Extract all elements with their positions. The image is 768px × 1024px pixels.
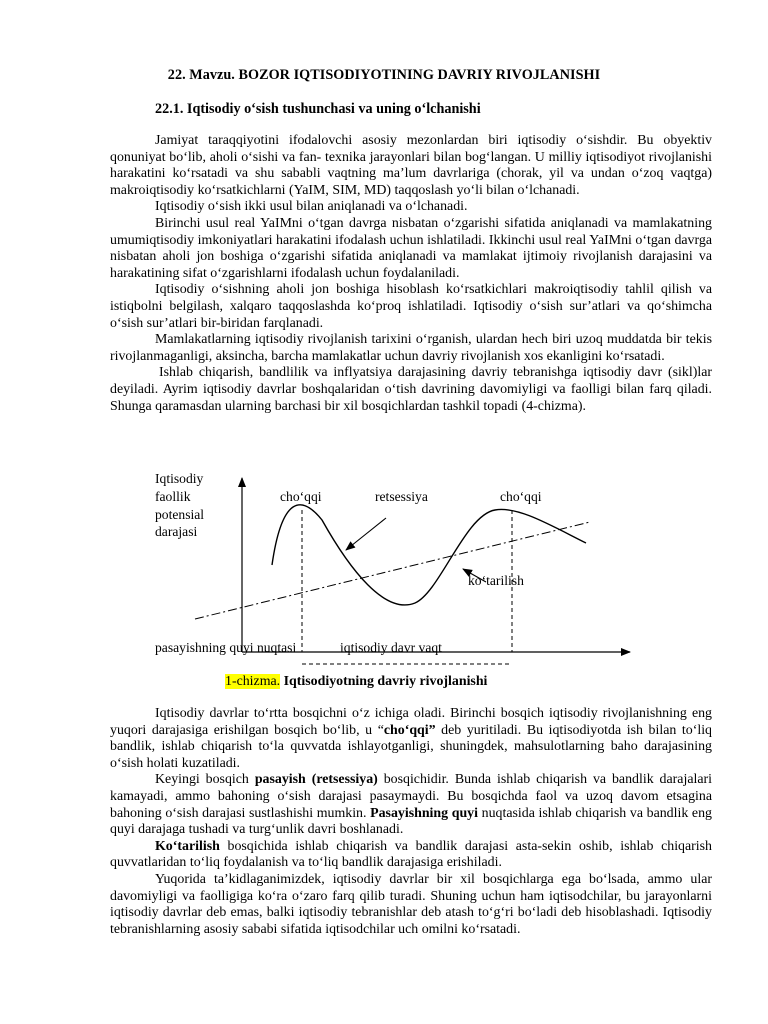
caption-text: Iqtisodiyotning davriy rivojlanishi xyxy=(283,674,488,689)
rise-label: ko‘tarilish xyxy=(468,573,524,588)
text-run: Iqtisodiy davrlar to‘rtta bosqichni o‘z ichiga oladi. Birinchi bosqich iqtisodiy rivojlanishning eng yuqori darajasiga erishilgan bosqich bo‘lib, u “ xyxy=(110,706,712,738)
cycle-curve xyxy=(272,505,586,605)
paragraph: Iqtisodiy o‘sishning aholi jon boshiga hisoblash ko‘rsatkichlari makroiqtisodiy tahlil qilish va istiqbolni belgilash, xalqaro taqqoslashda ko‘proq ishlatiladi. Iqtisodiy o‘sish sur’atlari va qo‘shimcha o‘sish sur’atlari bir-biridan farqlanadi. xyxy=(110,282,712,331)
y-label-line: darajasi xyxy=(155,524,198,539)
body-text-bottom xyxy=(110,706,712,938)
recession-arrow xyxy=(346,518,386,550)
paragraph: Iqtisodiy o‘sish ikki usul bilan aniqlanadi va o‘lchanadi. xyxy=(155,199,468,215)
bold-term: cho‘qqi” xyxy=(383,722,436,738)
text-run: Keyingi bosqich xyxy=(155,772,255,788)
text-run: Yuqorida ta’kidlaganimizdek, iqtisodiy davrlar bir xil bosqichlarga ega bo‘lsada, ammo ular davomiyligi va faolligiga ko‘ra o‘zaro farq qilib turadi. Shuning uchun ham iqtisodchilar, bu jarayonlarni iqtisodiy davrlar deb emas, balki iqtisodiy tebranishlar deb atash to‘g‘ri bo‘ladi deb hisoblashadi. Iqtisodiy tebranishlarning asosiy sababi sifatida iqtisodchilar uch omilni ko‘rsatadi. xyxy=(110,871,712,937)
bold-term: Pasayishning quyi xyxy=(370,805,478,821)
paragraph xyxy=(110,872,712,938)
text-run: bosqichidir. Bunda ishlab chiqarish va bandlik darajalari kamayadi, ammo bahoning o‘sish darajasi pasaymaydi. Bu bosqichda faol va uzoq davom etsagina bahoning o‘sish darajasi sustlashishi mumkin. xyxy=(110,772,712,821)
paragraph xyxy=(110,772,712,838)
paragraph xyxy=(110,839,712,872)
recession-label: retsessiya xyxy=(375,489,428,504)
body-text-top xyxy=(110,133,712,415)
paragraph: Jamiyat taraqqiyotini ifodalovchi asosiy mezonlardan biri iqtisodiy o‘sishdir. Bu obyektiv qonuniyat bo‘lib, aholi o‘sishi va fan- texnika jarayonlari bilan bog‘langan. U milliy iqtisodiyot rivojlanishi harakatini ko‘rsatadi va shu sababli vaqtning ma’lum davrlariga (chorak, yil va undan o‘zoq vaqtga) makroiqtisodiy ko‘rsatkichlarni (YaIM, SIM, MD) taqqoslash yo‘li bilan o‘lchanadi. xyxy=(110,133,712,198)
text-run: deb yuritiladi. Bu iqtisodiyotda ish bilan to‘liq bandlik, ishlab chiqarish to‘la quvvatda ishlayotganligi, shuningdek, mahsulotlarning baho darajasining o‘sish holati kuzatiladi. xyxy=(110,722,713,771)
bold-term: pasayish (retsessiya) xyxy=(254,772,378,788)
economic-cycle-diagram xyxy=(150,470,640,670)
peak-left-label: cho‘qqi xyxy=(280,489,322,504)
text-run: nuqtasida ishlab chiqarish va bandlik eng quyi darajaga tushadi va turg‘unlik davri boshlanadi. xyxy=(110,805,712,838)
section-subtitle: 22.1. Iqtisodiy o‘sish tushunchasi va uning o‘lchanishi xyxy=(155,101,481,117)
y-label-line: faollik xyxy=(155,489,191,504)
y-label-line: Iqtisodiy xyxy=(155,471,204,486)
paragraph: Birinchi usul real YaIMni o‘tgan davrga nisbatan o‘zgarishi sifatida aniqlanadi va mamlakatning umumiqtisodiy imkoniyatlari harakatini ifodalash uchun ishlatiladi. Ikkinchi usul real YaIMni o‘tgan davrga nisbatan aholi jon boshiga o‘zgarishi sifatida aniqlanadi va mamlakat ijtimoiy rivojlanish darajasini va harakatining sifat o‘zgarishlarni ifodalash uchun foydalaniladi. xyxy=(110,215,712,281)
figure-caption xyxy=(225,674,487,690)
text-run: bosqichida ishlab chiqarish va bandlik darajasi asta-sekin oshib, ishlab chiqarish quvvatlaridan to‘liq foydalanish va to‘liq bandlik darajasiga erishiladi. xyxy=(110,838,712,871)
trend-line xyxy=(195,522,590,619)
document-title: 22. Mavzu. BOZOR IQTISODIYOTINING DAVRIY RIVOJLANISHI xyxy=(167,67,601,83)
paragraph xyxy=(110,706,712,772)
paragraph: Mamlakatlarning iqtisodiy rivojlanish tarixini o‘rganish, ulardan hech biri uzoq muddatda bir tekis rivojlanmaganligi, aksincha, barcha mamlakatlar uchun davriy rivojlanish xos ekanligini ko‘rsatadi. xyxy=(110,332,712,364)
caption-number: 1-chizma. xyxy=(225,674,281,689)
trough-label: pasayishning quyi nuqtasi xyxy=(155,640,297,655)
paragraph: Ishlab chiqarish, bandlilik va inflyatsiya darajasining davriy tebranishga iqtisodiy davr (sikl)lar deyiladi. Ayrim iqtisodiy davrlar boshqalaridan o‘tish davrining davomiyligi va faolligi bilan farq qiladi. Shunga qaramasdan ularning barchasi bir xil bosqichlardan tashkil topadi (4-chizma). xyxy=(110,365,712,414)
peak-right-label: cho‘qqi xyxy=(500,489,542,504)
cycle-time-label: iqtisodiy davr vaqt xyxy=(340,640,442,655)
bold-term: Ko‘tarilish xyxy=(155,838,220,854)
y-label-line: potensial xyxy=(155,507,205,522)
